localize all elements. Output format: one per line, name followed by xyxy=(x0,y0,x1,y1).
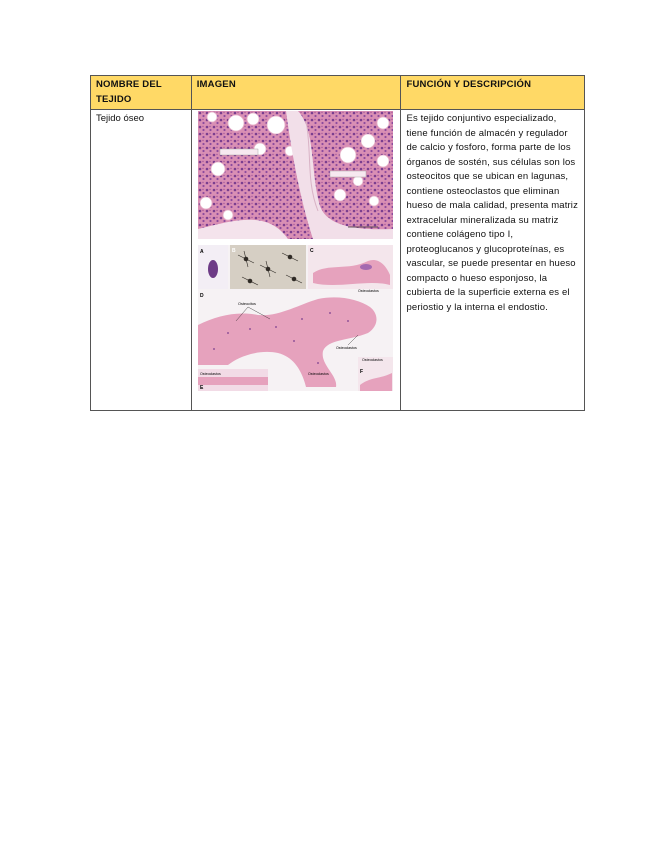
table-row xyxy=(91,110,585,411)
bone-panels-figure xyxy=(198,245,393,391)
panel-letter-b: B xyxy=(231,248,236,254)
label-osteocitos: Osteocitos xyxy=(237,302,256,306)
header-nombre: NOMBRE DEL TEJIDO xyxy=(91,76,192,110)
panel-letter-a: A xyxy=(199,249,204,255)
tissue-name: Tejido óseo xyxy=(91,110,192,411)
header-imagen: IMAGEN xyxy=(191,76,401,110)
label-osteoclastos-d: Osteoclastos xyxy=(335,346,357,350)
panel-letter-d: D xyxy=(199,293,204,299)
image-cell xyxy=(191,110,401,411)
header-funcion: FUNCIÓN Y DESCRIPCIÓN xyxy=(401,76,585,110)
label-osteoclastos-e: Osteoclastos xyxy=(199,372,221,376)
tissue-table xyxy=(90,75,585,411)
panel-letter-f: F xyxy=(359,369,363,375)
label-osteoclastos-d2: Osteoclastos xyxy=(307,372,329,376)
label-osteoclastos-c: Osteoclastos xyxy=(357,289,379,293)
label-osteoclastos-f: Osteoclastos xyxy=(361,358,383,362)
bone-marrow-micrograph xyxy=(198,111,393,239)
panel-letter-e: E xyxy=(199,385,204,391)
panel-letter-c: C xyxy=(309,248,314,254)
tissue-description: Es tejido conjuntivo especializado, tiene función de almacén y regulador de calcio y fosforo, forma parte de los órganos de sostén, sus células son los osteocitos que se ubican en lagunas, contiene osteoclastos que eliminan hueso de mala calidad, presenta matriz extracelular mineralizada su matriz contiene colágeno tipo I, proteoglucanos y glucoproteínas, es vascular, se puede presentar en hueso compacto o hueso esponjoso, la cubierta de la superficie externa es el periostio y la interna el endostio. xyxy=(401,110,585,411)
table-header-row xyxy=(91,76,585,110)
